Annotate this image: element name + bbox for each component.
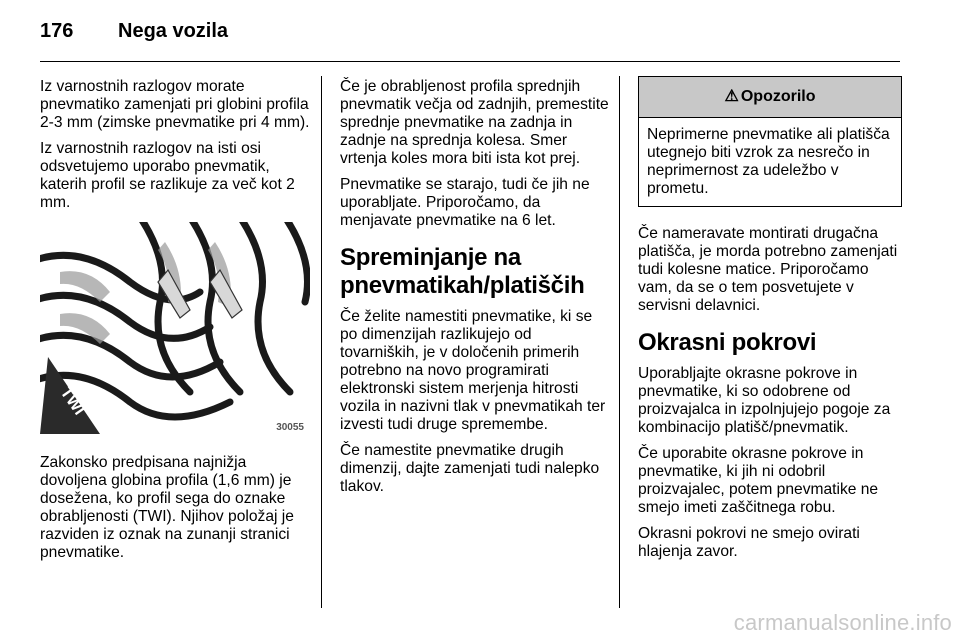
page-header (40, 20, 228, 43)
column-right (638, 76, 902, 569)
page-title: Nega vozila (118, 20, 229, 42)
tire-tread-illustration (40, 222, 310, 434)
watermark: carmanualsonline.info (733, 610, 952, 635)
column-left (40, 78, 310, 570)
column-middle (340, 78, 610, 504)
heading-tyre-changes: Spreminjanje na pnevmatikah/platiščih (340, 244, 585, 299)
image-code: 30055 (276, 422, 304, 433)
column-divider-2 (619, 76, 620, 608)
paragraph-tread-depth: Iz varnostnih razlogov morate pnevmatiko zamenjati pri globini profila 2-3 mm (zimske pnevmatike pri 4 mm). (40, 78, 310, 131)
paragraph-aging: Pnevmatike se starajo, tudi če jih ne uporabljate. Priporočamo, da menjavate pnevmatike na 6 let. (340, 176, 590, 229)
paragraph-rotation: Če je obrabljenost profila sprednjih pnevmatik večja od zadnjih, premestite sprednje pnevmatike na zadnja in zadnje na sprednja kolesa. Smer vrtenja koles mora biti ista kot prej. (340, 78, 609, 167)
twi-label: TWI (56, 384, 88, 419)
paragraph-pressure-label: Če namestite pnevmatike drugih dimenzij, dajte zamenjati tudi nalepko tlakov. (340, 442, 600, 495)
warning-box (638, 76, 902, 207)
warning-title: Opozorilo (740, 88, 816, 105)
column-divider-1 (321, 76, 322, 608)
header-rule (40, 61, 900, 62)
warning-paragraph: Neprimerne pnevmatike ali platišča utegnejo biti vzrok za nesrečo in neprimernost za udeležbo v prometu. (647, 126, 890, 197)
heading-wheel-covers: Okrasni pokrovi (638, 329, 817, 356)
warning-text (639, 118, 901, 206)
paragraph-unapproved-covers: Če uporabite okrasne pokrove in pnevmatike, ki jih ni odobril proizvajalec, potem pnevmatike ne smejo imeti zaščitnega robu. (638, 445, 879, 516)
paragraph-legal-minimum: Zakonsko predpisana najnižja dovoljena globina profila (1,6 mm) je dosežena, ko profil sega do oznake obrabljenosti (TWI). Njihov položaj je razviden iz oznak na zunanji stranici pnevmatike. (40, 454, 294, 561)
paragraph-approved-covers: Uporabljajte okrasne pokrove in pnevmatike, ki so odobrene od proizvajalca in izpolnjujejo pogoje za kombinacijo platišč/pnevmatik. (638, 365, 891, 436)
page-number: 176 (40, 20, 74, 42)
paragraph-brake-cooling: Okrasni pokrovi ne smejo ovirati hlajenja zavor. (638, 525, 860, 560)
paragraph-wheel-nuts: Če nameravate montirati drugačna platišča, je morda potrebno zamenjati tudi kolesne matice. Priporočamo vam, da se o tem posvetujete v servisni delavnici. (638, 225, 898, 314)
paragraph-reprogramming: Če želite namestiti pnevmatike, ki se po dimenzijah razlikujejo od tovarniških, je v določenih primerih potrebno na novo programirati elektronski sistem merjenja hitrosti vozila in nazivni tlak v pnevmatikah ter izvesti tudi druge spremembe. (340, 308, 606, 433)
paragraph-same-axle: Iz varnostnih razlogov na isti osi odsvetujemo uporabo pnevmatik, katerih profil se razlikuje za več kot 2 mm. (40, 140, 295, 211)
warning-header (639, 77, 901, 118)
warning-triangle-icon: ⚠ (724, 88, 739, 105)
